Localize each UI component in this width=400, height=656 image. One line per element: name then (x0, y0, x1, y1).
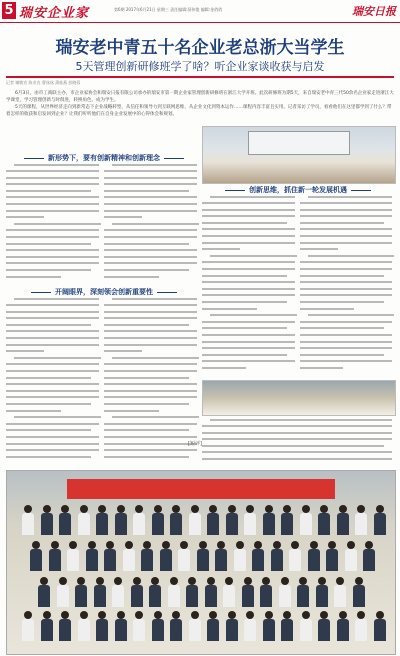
text-line (300, 287, 394, 294)
person-figure (37, 577, 51, 607)
person-figure (333, 577, 347, 607)
text-line (104, 376, 199, 383)
text-line (300, 307, 394, 314)
text-column (300, 195, 394, 375)
text-line (104, 176, 199, 183)
text-line (6, 350, 101, 357)
person-figure (373, 611, 387, 641)
lecture-photo (202, 380, 396, 416)
person-figure (114, 505, 128, 535)
text-line (202, 458, 394, 465)
person-figure (48, 541, 62, 571)
text-line (6, 416, 101, 423)
person-figure (299, 611, 313, 641)
text-line (6, 216, 101, 223)
section-heading: 创新思维，抓住新一轮发展机遇 (202, 185, 394, 195)
person-figure (325, 541, 339, 571)
person-figure (122, 541, 136, 571)
person-figure (66, 541, 80, 571)
text-line (202, 353, 297, 360)
text-line (104, 229, 199, 236)
person-figure (299, 505, 313, 535)
text-column (202, 195, 297, 375)
text-line (104, 389, 199, 396)
person-figure (140, 541, 154, 571)
text-line (104, 455, 199, 462)
text-line (202, 248, 297, 255)
text-line (104, 236, 199, 243)
text-line (202, 268, 297, 275)
person-figure (169, 611, 183, 641)
page-number: 5 (2, 2, 16, 19)
text-line (300, 202, 394, 209)
text-line (202, 254, 297, 261)
text-line (300, 347, 394, 354)
text-line (202, 287, 297, 294)
intro-paragraph: 5天的课程，从世界经济走向到新常态下企业战略转型，从信任和领导力到互联网思维，从企业文化到资本运作……课程内容丰富且实用。记者采访了学员，看看他们在这里都学到了什么？带着怎样的收获和启发回到企业？让我们听听他们在自身企业发展中的心得体会和规划。 (6, 105, 392, 117)
text-line (300, 215, 394, 222)
text-line (6, 189, 101, 196)
person-figure (317, 611, 331, 641)
person-figure (167, 577, 181, 607)
text-line (6, 455, 101, 462)
text-line (104, 183, 199, 190)
person-figure (148, 577, 162, 607)
text-line (104, 429, 199, 436)
person-figure (103, 541, 117, 571)
text-line (6, 317, 101, 324)
text-line (202, 320, 297, 327)
masthead-meta: 第6期 2017年6月21日 星期三 责任编辑:薛伟俊 编辑:金俏俏 (114, 7, 223, 12)
person-figure (270, 541, 284, 571)
text-line (104, 330, 199, 337)
text-line (104, 343, 199, 350)
person-figure (93, 577, 107, 607)
person-figure (77, 611, 91, 641)
person-figure (132, 611, 146, 641)
text-line (6, 262, 101, 269)
person-figure (40, 505, 54, 535)
person-figure (225, 611, 239, 641)
person-figure (159, 541, 173, 571)
section-heading: 新形势下，要有创新精神和创新理念 (6, 153, 202, 163)
text-line (6, 269, 101, 276)
text-line (6, 383, 101, 390)
person-figure (336, 505, 350, 535)
section-title: 瑞安企业家 (19, 6, 90, 21)
person-figure (132, 505, 146, 535)
person-figure (225, 505, 239, 535)
text-line (6, 363, 101, 370)
person-figure (262, 505, 276, 535)
intro-paragraph: 6月3日，由市工商联主办，市企业家协会和瑞安日报有限公司承办的瑞安市第一期企业家管理创新研修班在浙江大学开班。此次研修班为期5天，来自瑞安老中青三代50余名企业家走进浙江大学课堂，学习管理创新与时俱进，转换角色，成为学生。 (6, 91, 394, 103)
person-figure (344, 541, 358, 571)
text-line (104, 203, 199, 210)
text-line (300, 327, 394, 334)
person-figure (151, 505, 165, 535)
section-heading: 开阔眼界，深刻领会创新重要性 (6, 287, 202, 297)
text-line (202, 235, 297, 242)
text-line (6, 183, 101, 190)
person-figure (151, 611, 165, 641)
intro-text (6, 90, 394, 118)
text-line (104, 356, 199, 363)
person-figure (354, 611, 368, 641)
text-line (6, 236, 101, 243)
red-banner (67, 479, 335, 499)
text-line (202, 425, 394, 432)
person-figure (317, 505, 331, 535)
text-line (6, 310, 101, 317)
person-figure (362, 541, 376, 571)
person-figure (241, 577, 255, 607)
person-figure (243, 611, 257, 641)
text-line (6, 343, 101, 350)
text-line (6, 209, 101, 216)
text-line (202, 333, 297, 340)
text-line (6, 429, 101, 436)
classroom-photo (202, 126, 396, 184)
text-line (202, 307, 297, 314)
text-line (300, 268, 394, 275)
text-line (6, 409, 101, 416)
text-column (104, 297, 199, 465)
text-line (300, 208, 394, 215)
text-line (6, 330, 101, 337)
text-line (202, 340, 297, 347)
person-figure (56, 577, 70, 607)
text-line (6, 229, 101, 236)
text-line (202, 215, 297, 222)
text-line (202, 360, 297, 367)
text-line (202, 366, 297, 373)
person-figure (352, 577, 366, 607)
text-line (104, 449, 199, 456)
person-figure (214, 541, 228, 571)
text-line (300, 254, 394, 261)
person-figure (40, 611, 54, 641)
text-line (6, 323, 101, 330)
person-figure (21, 611, 35, 641)
text-line (6, 304, 101, 311)
text-line (104, 269, 199, 276)
text-line (6, 370, 101, 377)
text-line (6, 170, 101, 177)
person-figure (74, 577, 88, 607)
masthead (0, 0, 400, 23)
person-figure (77, 505, 91, 535)
person-figure (262, 611, 276, 641)
text-line (202, 202, 297, 209)
text-line (202, 451, 394, 458)
person-figure (280, 611, 294, 641)
text-line (300, 195, 394, 202)
person-figure (307, 541, 321, 571)
text-line (104, 262, 199, 269)
person-figure (188, 505, 202, 535)
person-figure (21, 505, 35, 535)
text-line (300, 274, 394, 281)
person-figure (243, 505, 257, 535)
text-line (300, 340, 394, 347)
text-line (300, 353, 394, 360)
person-figure (280, 505, 294, 535)
text-line (6, 403, 101, 410)
text-line (202, 347, 297, 354)
text-line (104, 317, 199, 324)
text-line (104, 222, 199, 229)
text-column (104, 163, 199, 283)
projector-screen (248, 131, 350, 155)
person-figure (233, 541, 247, 571)
person-figure (58, 505, 72, 535)
person-figure (278, 577, 292, 607)
text-line (104, 442, 199, 449)
text-line (104, 255, 199, 262)
text-line (300, 281, 394, 288)
text-line (202, 241, 297, 248)
text-line (300, 366, 394, 373)
byline: 记者 谢敏宣 陈业宣 曹丝丝 蒲桂燕 彭晓蓉 (6, 80, 81, 85)
text-column (6, 297, 101, 465)
text-line (202, 195, 297, 202)
headline: 瑞安老中青五十名企业老总浙大当学生 (55, 38, 345, 58)
text-line (6, 376, 101, 383)
text-line (6, 449, 101, 456)
text-line (104, 242, 199, 249)
text-line (202, 444, 394, 451)
text-column (6, 163, 101, 283)
text-line (6, 356, 101, 363)
person-figure (251, 541, 265, 571)
text-line (104, 416, 199, 423)
text-line (104, 170, 199, 177)
subheadline: 5天管理创新研修班学了啥？听企业家谈收获与启发 (75, 60, 325, 73)
text-line (202, 274, 297, 281)
text-column (202, 418, 394, 466)
group-photo (6, 470, 396, 655)
text-line (202, 221, 297, 228)
text-line (202, 228, 297, 235)
text-line (202, 301, 297, 308)
text-line (6, 442, 101, 449)
person-figure (169, 505, 183, 535)
person-figure (315, 577, 329, 607)
text-line (104, 297, 199, 304)
text-line (202, 261, 297, 268)
text-line (300, 301, 394, 308)
text-line (300, 241, 394, 248)
text-line (300, 248, 394, 255)
newspaper-brand: 瑞安日报 (352, 5, 396, 18)
person-figure (288, 541, 302, 571)
person-figure (336, 611, 350, 641)
person-figure (188, 611, 202, 641)
text-line (202, 314, 297, 321)
text-line (6, 389, 101, 396)
text-line (300, 333, 394, 340)
person-figure (296, 577, 310, 607)
text-line (6, 196, 101, 203)
text-line (104, 189, 199, 196)
text-line (104, 163, 199, 170)
divider (6, 76, 394, 78)
person-figure (204, 577, 218, 607)
text-line (6, 242, 101, 249)
text-line (6, 337, 101, 344)
text-line (104, 403, 199, 410)
text-line (6, 435, 101, 442)
person-figure (29, 541, 43, 571)
text-line (104, 304, 199, 311)
text-line (202, 438, 394, 445)
text-line (104, 209, 199, 216)
text-line (104, 249, 199, 256)
text-line (300, 235, 394, 242)
person-figure (206, 505, 220, 535)
person-figure (95, 611, 109, 641)
person-figure (206, 611, 220, 641)
text-line (104, 275, 199, 282)
text-line (6, 297, 101, 304)
person-figure (177, 541, 191, 571)
person-figure (373, 505, 387, 535)
text-line (104, 435, 199, 442)
text-line (202, 208, 297, 215)
person-figure (85, 541, 99, 571)
text-line (202, 418, 394, 425)
person-figure (95, 505, 109, 535)
text-line (6, 396, 101, 403)
person-figure (222, 577, 236, 607)
text-line (104, 350, 199, 357)
text-line (104, 216, 199, 223)
text-line (300, 221, 394, 228)
text-line (6, 275, 101, 282)
text-line (300, 294, 394, 301)
person-figure (196, 541, 210, 571)
text-line (6, 163, 101, 170)
text-line (104, 323, 199, 330)
text-line (104, 337, 199, 344)
person-figure (130, 577, 144, 607)
person-figure (58, 611, 72, 641)
text-line (6, 222, 101, 229)
text-line (6, 203, 101, 210)
text-line (300, 360, 394, 367)
text-line (202, 327, 297, 334)
text-line (6, 255, 101, 262)
text-line (104, 396, 199, 403)
person-figure (114, 611, 128, 641)
person-figure (185, 577, 199, 607)
text-line (300, 314, 394, 321)
person-figure (354, 505, 368, 535)
person-figure (259, 577, 273, 607)
text-line (6, 176, 101, 183)
person-figure (111, 577, 125, 607)
footer-tag: [短评] (188, 441, 202, 447)
text-line (104, 363, 199, 370)
text-line (104, 422, 199, 429)
text-line (202, 431, 394, 438)
text-line (104, 310, 199, 317)
text-line (6, 249, 101, 256)
text-line (202, 281, 297, 288)
text-line (300, 228, 394, 235)
text-line (104, 383, 199, 390)
text-line (104, 196, 199, 203)
text-line (6, 422, 101, 429)
text-line (104, 409, 199, 416)
text-line (300, 261, 394, 268)
text-line (300, 320, 394, 327)
text-line (202, 294, 297, 301)
text-line (104, 370, 199, 377)
